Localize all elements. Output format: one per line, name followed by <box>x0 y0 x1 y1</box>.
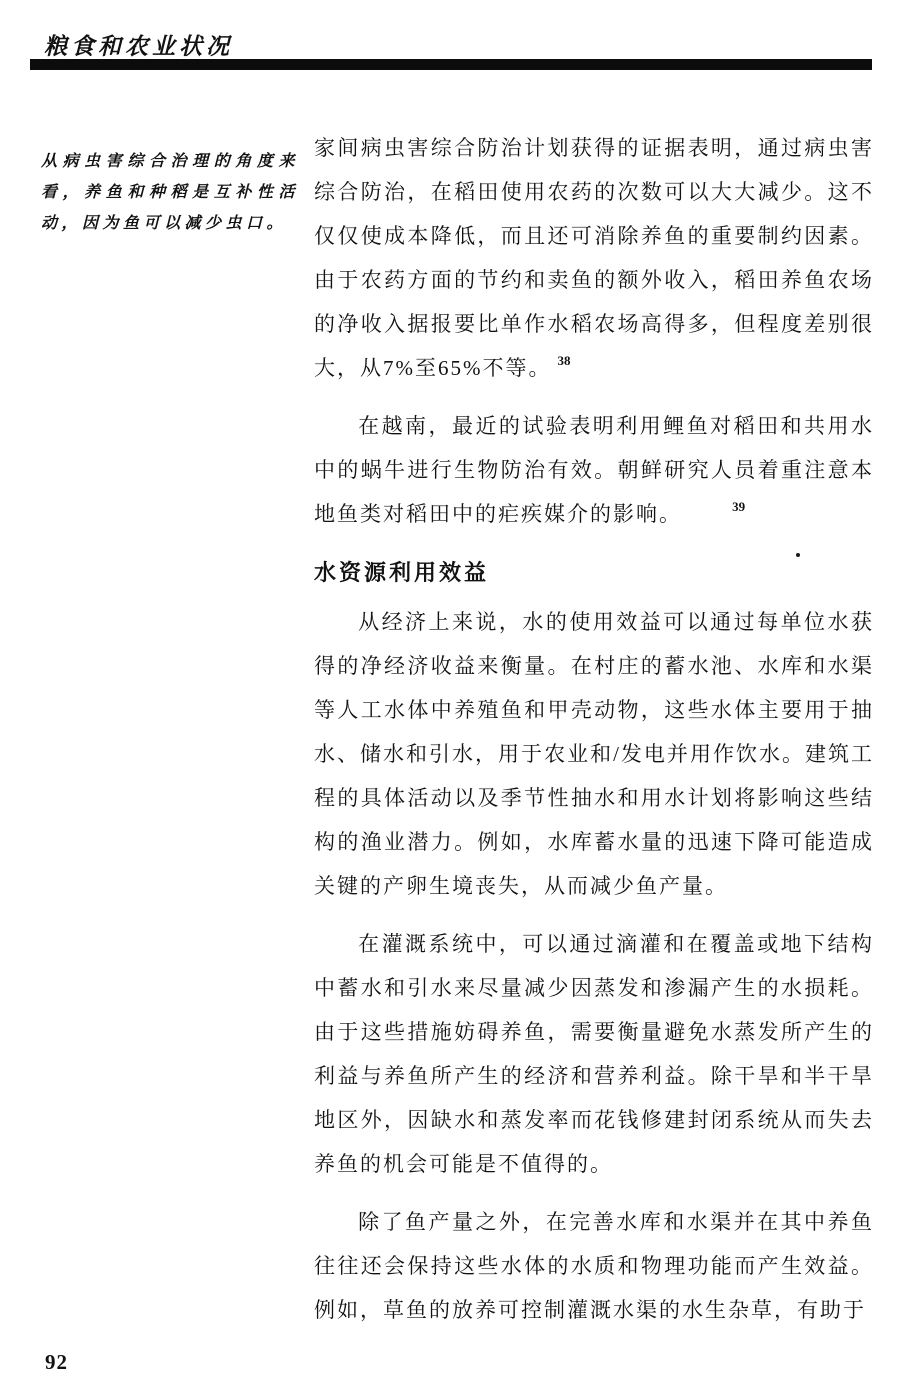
body-column <box>314 126 874 1346</box>
header-rule <box>30 59 872 70</box>
page-number: 92 <box>45 1350 68 1374</box>
paragraph-text: 在越南，最近的试验表明利用鲤鱼对稻田和共用水中的蜗牛进行生物防治有效。朝鲜研究人员着重注意本地鱼类对稻田中的疟疾媒介的影响。 <box>314 414 874 526</box>
paragraph-text: 除了鱼产量之外，在完善水库和水渠并在其中养鱼往往还会保持这些水体的水质和物理功能而产生效益。例如，草鱼的放养可控制灌溉水渠的水生杂草，有助于 <box>314 1210 874 1322</box>
paragraph-text: 家间病虫害综合防治计划获得的证据表明，通过病虫害综合防治，在稻田使用农药的次数可以大大减少。这不仅仅使成本降低，而且还可消除养鱼的重要制约因素。由于农药方面的节约和卖鱼的额外收入，稻田养鱼农场的净收入据报要比单作水稻农场高得多，但程度差别很大，从7%至65%不等。 <box>314 136 874 380</box>
paragraph: 家间病虫害综合防治计划获得的证据表明，通过病虫害综合防治，在稻田使用农药的次数可以大大减少。这不仅仅使成本降低，而且还可消除养鱼的重要制约因素。由于农药方面的节约和卖鱼的额外收入，稻田养鱼农场的净收入据报要比单作水稻农场高得多，但程度差别很大，从7%至65%不等。 38 <box>314 136 874 380</box>
paragraph <box>314 600 874 908</box>
paragraph-text: 在灌溉系统中，可以通过滴灌和在覆盖或地下结构中蓄水和引水来尽量减少因蒸发和渗漏产生的水损耗。由于这些措施妨碍养鱼，需要衡量避免水蒸发所产生的利益与养鱼所产生的经济和营养利益。除干旱和半干旱地区外，因缺水和蒸发率而花钱修建封闭系统从而失去养鱼的机会可能是不值得的。 <box>314 932 874 1176</box>
paragraph <box>314 922 874 1186</box>
paragraph: 在越南，最近的试验表明利用鲤鱼对稻田和共用水中的蜗牛进行生物防治有效。朝鲜研究人员着重注意本地鱼类对稻田中的疟疾媒介的影响。 39 <box>314 414 874 526</box>
running-header-title: 粮食和农业状况 <box>44 34 233 59</box>
section-heading: 水资源利用效益 <box>314 560 490 585</box>
paragraph <box>314 1200 874 1332</box>
ink-speck <box>796 553 800 557</box>
margin-note: 从病虫害综合治理的角度来看，养鱼和种稻是互补性活动，因为鱼可以减少虫口。 <box>41 153 299 232</box>
paragraph-text: 从经济上来说，水的使用效益可以通过每单位水获得的净经济收益来衡量。在村庄的蓄水池、水库和水渠等人工水体中养殖鱼和甲壳动物，这些水体主要用于抽水、储水和引水，用于农业和/发电并用作饮水。建筑工程的具体活动以及季节性抽水和用水计划将影响这些结构的渔业潜力。例如，水库蓄水量的迅速下降可能造成关键的产卵生境丧失，从而减少鱼产量。 <box>314 610 874 898</box>
